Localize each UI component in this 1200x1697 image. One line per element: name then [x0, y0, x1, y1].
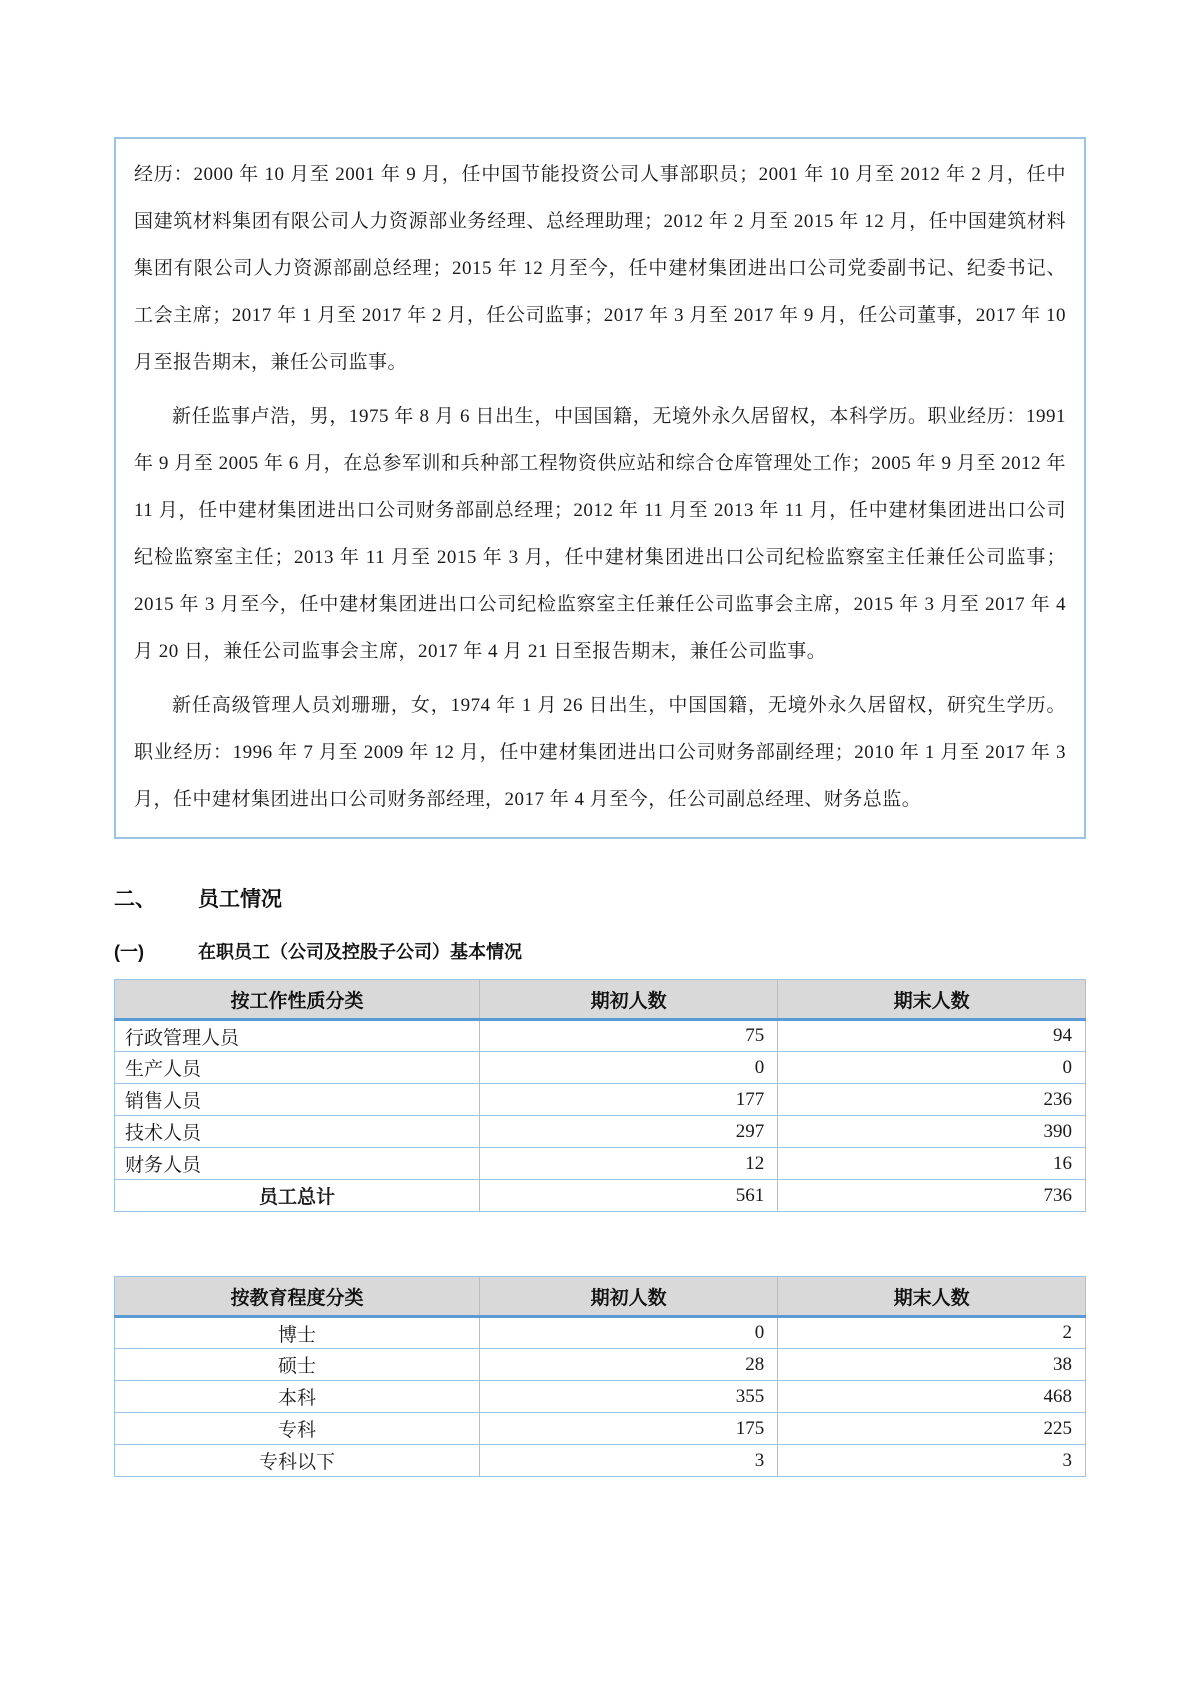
table-header-row — [115, 980, 1086, 1020]
cell-category: 专科以下 — [115, 1445, 480, 1477]
cell-end-count: 390 — [778, 1116, 1086, 1148]
cell-category: 生产人员 — [115, 1052, 480, 1084]
table-by-education — [114, 1276, 1086, 1477]
cell-begin-count: 355 — [480, 1381, 778, 1413]
column-header-begin-count: 期初人数 — [480, 980, 778, 1020]
cell-begin-count: 12 — [480, 1148, 778, 1180]
bio-paragraph-luhao: 新任监事卢浩，男，1975 年 8 月 6 日出生，中国国籍，无境外永久居留权，本科学历。职业经历：1991 年 9 月至 2005 年 6 月，在总参军训和兵种部工程物资供应站和综合仓库管理处工作；2005 年 9 月至 2012 年 11 月，任中建材集团进出口公司财务部副总经理；2012 年 11 月至 2013 年 11 月，任中建材集团进出口公司纪检监察室主任；2013 年 11 月至 2015 年 3 月，任中建材集团进出口公司纪检监察室主任兼任公司监事； 2015 年 3 月至今，任中建材集团进出口公司纪检监察室主任兼任公司监事会主席，2015 年 3 月至 2017 年 4 月 20 日，兼任公司监事会主席，2017 年 4 月 21 日至报告期末，兼任公司监事。 — [134, 406, 1066, 662]
table-by-job-nature — [114, 979, 1086, 1212]
table-row — [115, 1445, 1086, 1477]
cell-begin-count: 177 — [480, 1084, 778, 1116]
table-row — [115, 1116, 1086, 1148]
cell-end-count: 3 — [778, 1445, 1086, 1477]
table-total-row — [115, 1180, 1086, 1212]
cell-begin-count: 297 — [480, 1116, 778, 1148]
cell-category: 财务人员 — [115, 1148, 480, 1180]
cell-begin-count: 0 — [480, 1052, 778, 1084]
cell-category: 销售人员 — [115, 1084, 480, 1116]
cell-category: 专科 — [115, 1413, 480, 1445]
table-row — [115, 1317, 1086, 1349]
bio-paragraph-liushanshan: 新任高级管理人员刘珊珊，女，1974 年 1 月 26 日出生，中国国籍，无境外永久居留权，研究生学历。职业经历：1996 年 7 月至 2009 年 12 月，任中建材集团进出口公司财务部副经理；2010 年 1 月至 2017 年 3 月，任中建材集团进出口公司财务部经理，2017 年 4 月至今，任公司副总经理、财务总监。 — [134, 695, 1066, 810]
cell-category: 技术人员 — [115, 1116, 480, 1148]
section-heading-employees — [114, 883, 1086, 913]
cell-end-count: 236 — [778, 1084, 1086, 1116]
column-header-begin-count: 期初人数 — [480, 1277, 778, 1317]
table-by-education-header — [115, 1277, 1086, 1317]
cell-end-count: 0 — [778, 1052, 1086, 1084]
cell-begin-count: 75 — [480, 1020, 778, 1052]
table-row — [115, 1084, 1086, 1116]
cell-end-count: 94 — [778, 1020, 1086, 1052]
subsection-heading-basic-info — [114, 938, 1086, 964]
column-header-end-count: 期末人数 — [778, 1277, 1086, 1317]
table-header-row — [115, 1277, 1086, 1317]
cell-total-label: 员工总计 — [115, 1180, 480, 1212]
subsection-number: (一) — [114, 942, 144, 962]
table-by-job-header — [115, 980, 1086, 1020]
table-row — [115, 1381, 1086, 1413]
cell-end-count: 38 — [778, 1349, 1086, 1381]
cell-end-count: 16 — [778, 1148, 1086, 1180]
table-row — [115, 1349, 1086, 1381]
cell-category: 硕士 — [115, 1349, 480, 1381]
column-header-category: 按工作性质分类 — [115, 980, 480, 1020]
cell-total-begin-count: 561 — [480, 1180, 778, 1212]
column-header-end-count: 期末人数 — [778, 980, 1086, 1020]
table-row — [115, 1052, 1086, 1084]
section-title: 员工情况 — [198, 888, 282, 911]
bio-paragraph-continuation: 经历：2000 年 10 月至 2001 年 9 月，任中国节能投资公司人事部职员；2001 年 10 月至 2012 年 2 月，任中国建筑材料集团有限公司人力资源部业务经理、总经理助理；2012 年 2 月至 2015 年 12 月，任中国建筑材料集团有限公司人力资源部副总经理；2015 年 12 月至今，任中建材集团进出口公司党委副书记、纪委书记、工会主席；2017 年 1 月至 2017 年 2 月，任公司监事；2017 年 3 月至 2017 年 9 月，任公司董事，2017 年 10 月至报告期末，兼任公司监事。 — [134, 164, 1066, 373]
cell-begin-count: 3 — [480, 1445, 778, 1477]
cell-begin-count: 0 — [480, 1317, 778, 1349]
subsection-title: 在职员工（公司及控股子公司）基本情况 — [198, 942, 522, 962]
cell-begin-count: 175 — [480, 1413, 778, 1445]
cell-category: 博士 — [115, 1317, 480, 1349]
column-header-category: 按教育程度分类 — [115, 1277, 480, 1317]
section-number: 二、 — [114, 888, 156, 911]
cell-category: 本科 — [115, 1381, 480, 1413]
page-content — [114, 0, 1086, 1477]
table-row — [115, 1148, 1086, 1180]
cell-total-end-count: 736 — [778, 1180, 1086, 1212]
table-row — [115, 1020, 1086, 1052]
cell-category: 行政管理人员 — [115, 1020, 480, 1052]
cell-begin-count: 28 — [480, 1349, 778, 1381]
cell-end-count: 468 — [778, 1381, 1086, 1413]
biography-text-box — [114, 137, 1086, 839]
cell-end-count: 225 — [778, 1413, 1086, 1445]
cell-end-count: 2 — [778, 1317, 1086, 1349]
table-row — [115, 1413, 1086, 1445]
